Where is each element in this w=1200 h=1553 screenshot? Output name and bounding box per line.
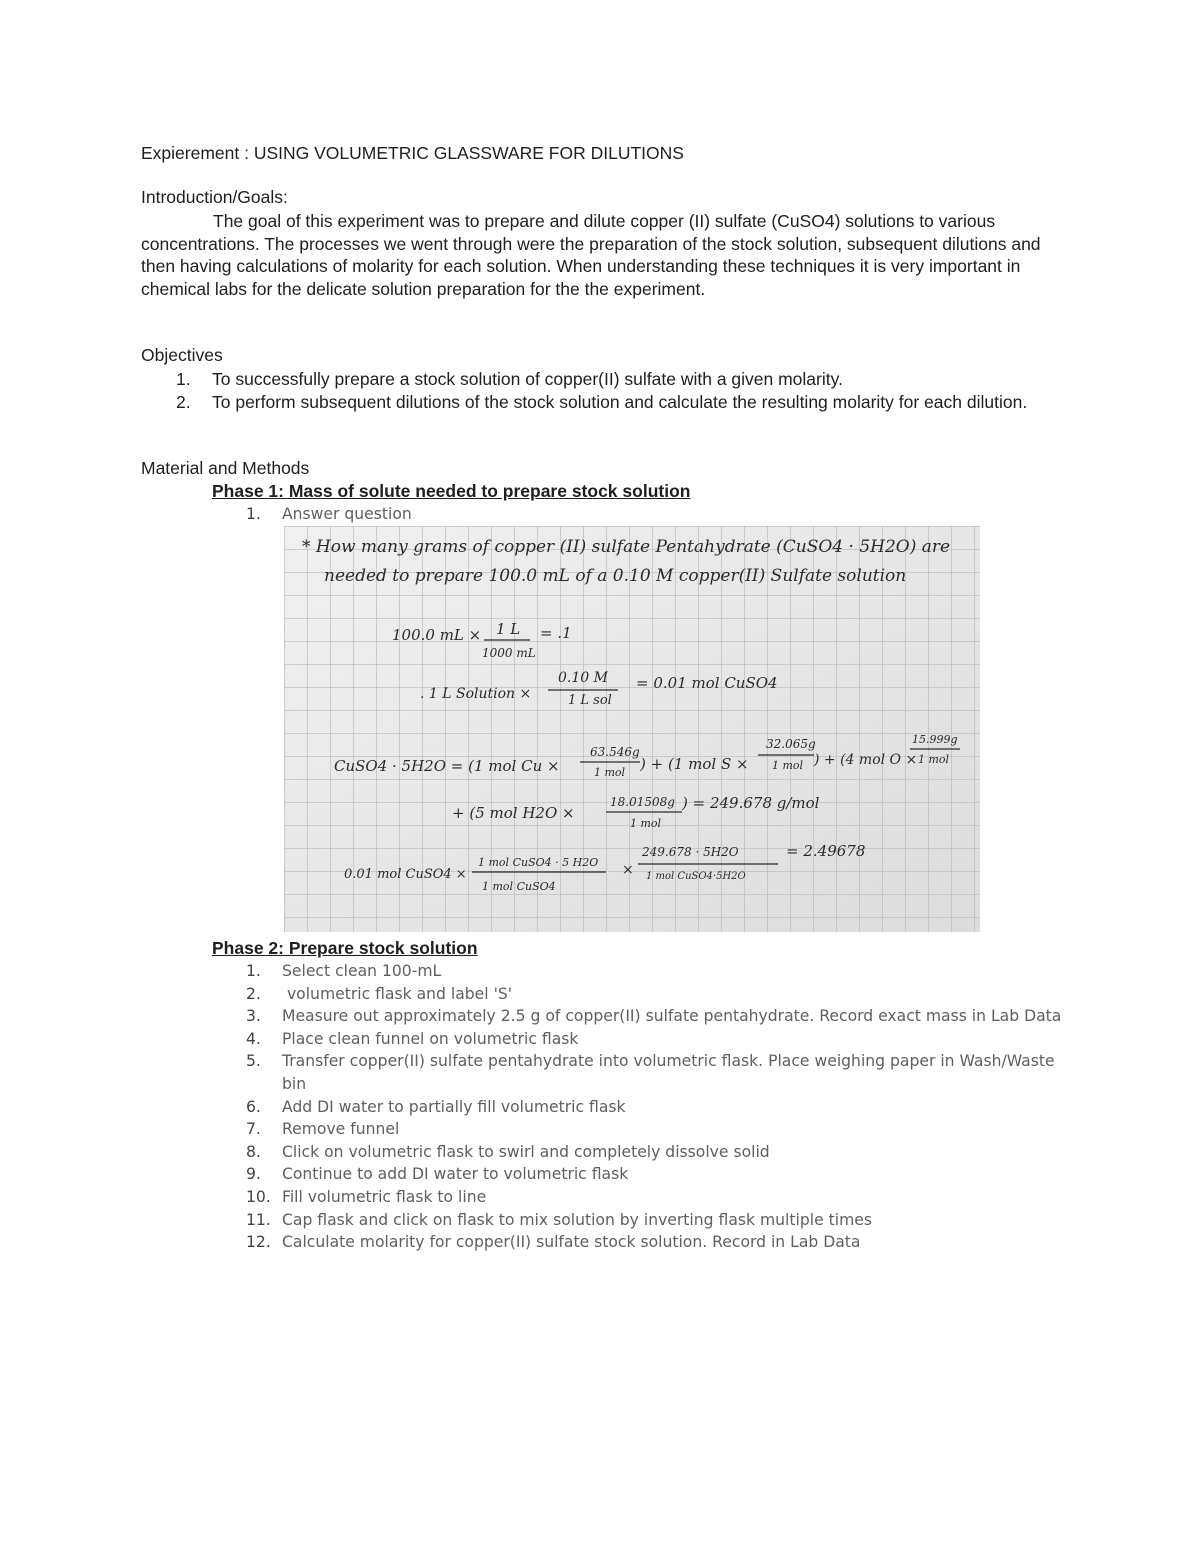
list-item bbox=[246, 1209, 1066, 1232]
list-number: 1. bbox=[246, 962, 261, 980]
list-number: 11. bbox=[246, 1210, 271, 1229]
handwritten-text: × bbox=[622, 862, 634, 878]
list-number: 10. bbox=[246, 1187, 271, 1206]
handwritten-text: 249.678 · 5H2O bbox=[642, 845, 739, 859]
handwritten-text: 1 mol bbox=[630, 817, 662, 830]
handwritten-text: 1000 mL bbox=[482, 646, 536, 660]
list-item bbox=[246, 1050, 1066, 1095]
list-item bbox=[246, 1005, 1066, 1028]
list-number: 4. bbox=[246, 1029, 261, 1048]
list-text: Place clean funnel on volumetric flask bbox=[282, 1029, 579, 1048]
phase2-steps bbox=[246, 960, 1066, 1254]
handwritten-text: ) + (1 mol S × bbox=[640, 755, 749, 773]
handwritten-text: 63.546g bbox=[590, 745, 640, 759]
list-item bbox=[246, 1118, 1066, 1141]
list-item bbox=[246, 1096, 1066, 1119]
list-item bbox=[246, 983, 1066, 1006]
list-text: Select clean 100-mL bbox=[282, 962, 442, 980]
handwritten-text: CuSO4 · 5H2O = (1 mol Cu × bbox=[334, 757, 560, 775]
intro-heading: Introduction/Goals: bbox=[141, 187, 288, 207]
handwritten-text: + (5 mol H2O × bbox=[452, 804, 575, 822]
phase2-title: Phase 2: Prepare stock solution bbox=[212, 938, 478, 958]
handwritten-text: 0.01 mol CuSO4 × bbox=[344, 867, 467, 882]
list-number: 1. bbox=[246, 505, 261, 523]
handwritten-text: 1 mol bbox=[918, 753, 950, 766]
list-item bbox=[246, 503, 1066, 526]
list-text: Transfer copper(II) sulfate pentahydrate into volumetric flask. Place weighing paper in Wash/Waste bin bbox=[282, 1052, 1055, 1093]
list-number: 2. bbox=[176, 391, 191, 412]
list-text: Answer question bbox=[282, 505, 412, 523]
list-text: Cap flask and click on flask to mix solution by inverting flask multiple times bbox=[282, 1210, 872, 1229]
list-number: 1. bbox=[176, 369, 191, 389]
handwritten-text: needed to prepare 100.0 mL of a 0.10 M copper(II) Sulfate solution bbox=[324, 566, 907, 586]
handwritten-text: 0.10 M bbox=[558, 670, 608, 686]
handwritten-text: 15.999g bbox=[912, 733, 958, 746]
list-text: Add DI water to partially fill volumetric flask bbox=[282, 1097, 626, 1116]
handwritten-text: 1 mol CuSO4 · 5 H2O bbox=[478, 856, 599, 869]
list-item bbox=[246, 1163, 1066, 1186]
list-number: 3. bbox=[246, 1007, 261, 1026]
handwritten-text: 1 L bbox=[496, 620, 521, 638]
handwritten-text: 1 mol CuSO4·5H2O bbox=[646, 871, 746, 882]
handwritten-text: = .1 bbox=[540, 624, 572, 642]
objectives-list bbox=[176, 368, 1076, 413]
document-title: Expierement : USING VOLUMETRIC GLASSWARE FOR DILUTIONS bbox=[141, 143, 684, 163]
list-text: Measure out approximately 2.5 g of copper(II) sulfate pentahydrate. Record exact mass in Lab Data bbox=[282, 1007, 1062, 1026]
list-text: Continue to add DI water to volumetric flask bbox=[282, 1165, 629, 1184]
handwritten-text: 32.065g bbox=[766, 737, 816, 751]
handwritten-text: ) + (4 mol O × bbox=[814, 752, 918, 768]
list-text: Click on volumetric flask to swirl and completely dissolve solid bbox=[282, 1142, 770, 1161]
handwritten-text: * How many grams of copper (II) sulfate Pentahydrate (CuSO4 · 5H2O) are bbox=[302, 537, 951, 557]
handwritten-text: 1 mol bbox=[772, 759, 804, 772]
intro-paragraph-text: The goal of this experiment was to prepare and dilute copper (II) sulfate (CuSO4) solutions to various concentrations. The processes we went through were the preparation of the stock solution, subsequent dilutions and then having calculations of molarity for each solution. When understanding these techniques it is very important in chemical labs for the delicate solution preparation for the the experiment. bbox=[141, 211, 1041, 300]
list-text: Calculate molarity for copper(II) sulfate stock solution. Record in Lab Data bbox=[282, 1233, 861, 1252]
list-text: To perform subsequent dilutions of the stock solution and calculate the resulting molarity for each dilution. bbox=[212, 391, 1028, 412]
handwritten-text: 18.01508g bbox=[610, 795, 675, 809]
phase1-steps bbox=[246, 503, 1066, 526]
handwritten-text: 1 L sol bbox=[568, 693, 612, 708]
list-number: 7. bbox=[246, 1120, 261, 1139]
handwritten-text: 100.0 mL × bbox=[392, 626, 482, 644]
list-number: 8. bbox=[246, 1142, 261, 1161]
list-item bbox=[246, 960, 1066, 983]
handwritten-text: 1 mol CuSO4 bbox=[482, 880, 556, 893]
list-item bbox=[246, 1186, 1066, 1209]
handwritten-text: = 2.49678 bbox=[786, 842, 866, 860]
list-text: Remove funnel bbox=[282, 1120, 400, 1139]
list-number: 5. bbox=[246, 1052, 261, 1071]
list-number: 12. bbox=[246, 1233, 271, 1252]
list-item bbox=[176, 368, 1076, 391]
handwritten-text: . 1 L Solution × bbox=[420, 686, 532, 702]
phase1-title: Phase 1: Mass of solute needed to prepare stock solution bbox=[212, 481, 691, 501]
handwritten-text: 1 mol bbox=[594, 766, 626, 779]
handwritten-text: = 0.01 mol CuSO4 bbox=[636, 674, 778, 692]
list-item bbox=[246, 1231, 1066, 1254]
list-text: To successfully prepare a stock solution of copper(II) sulfate with a given molarity. bbox=[212, 369, 843, 389]
list-number: 6. bbox=[246, 1097, 261, 1116]
list-number: 2. bbox=[246, 984, 261, 1003]
list-item bbox=[176, 391, 1076, 414]
list-number: 9. bbox=[246, 1165, 261, 1184]
list-item bbox=[246, 1028, 1066, 1051]
intro-paragraph bbox=[141, 210, 1061, 301]
list-text: Fill volumetric flask to line bbox=[282, 1187, 487, 1206]
handwritten-calculation-photo bbox=[284, 526, 980, 932]
objectives-heading: Objectives bbox=[141, 345, 223, 365]
list-text: volumetric flask and label 'S' bbox=[282, 984, 513, 1003]
list-item bbox=[246, 1141, 1066, 1164]
handwritten-text: ) = 249.678 g/mol bbox=[682, 794, 820, 812]
methods-heading: Material and Methods bbox=[141, 458, 310, 478]
